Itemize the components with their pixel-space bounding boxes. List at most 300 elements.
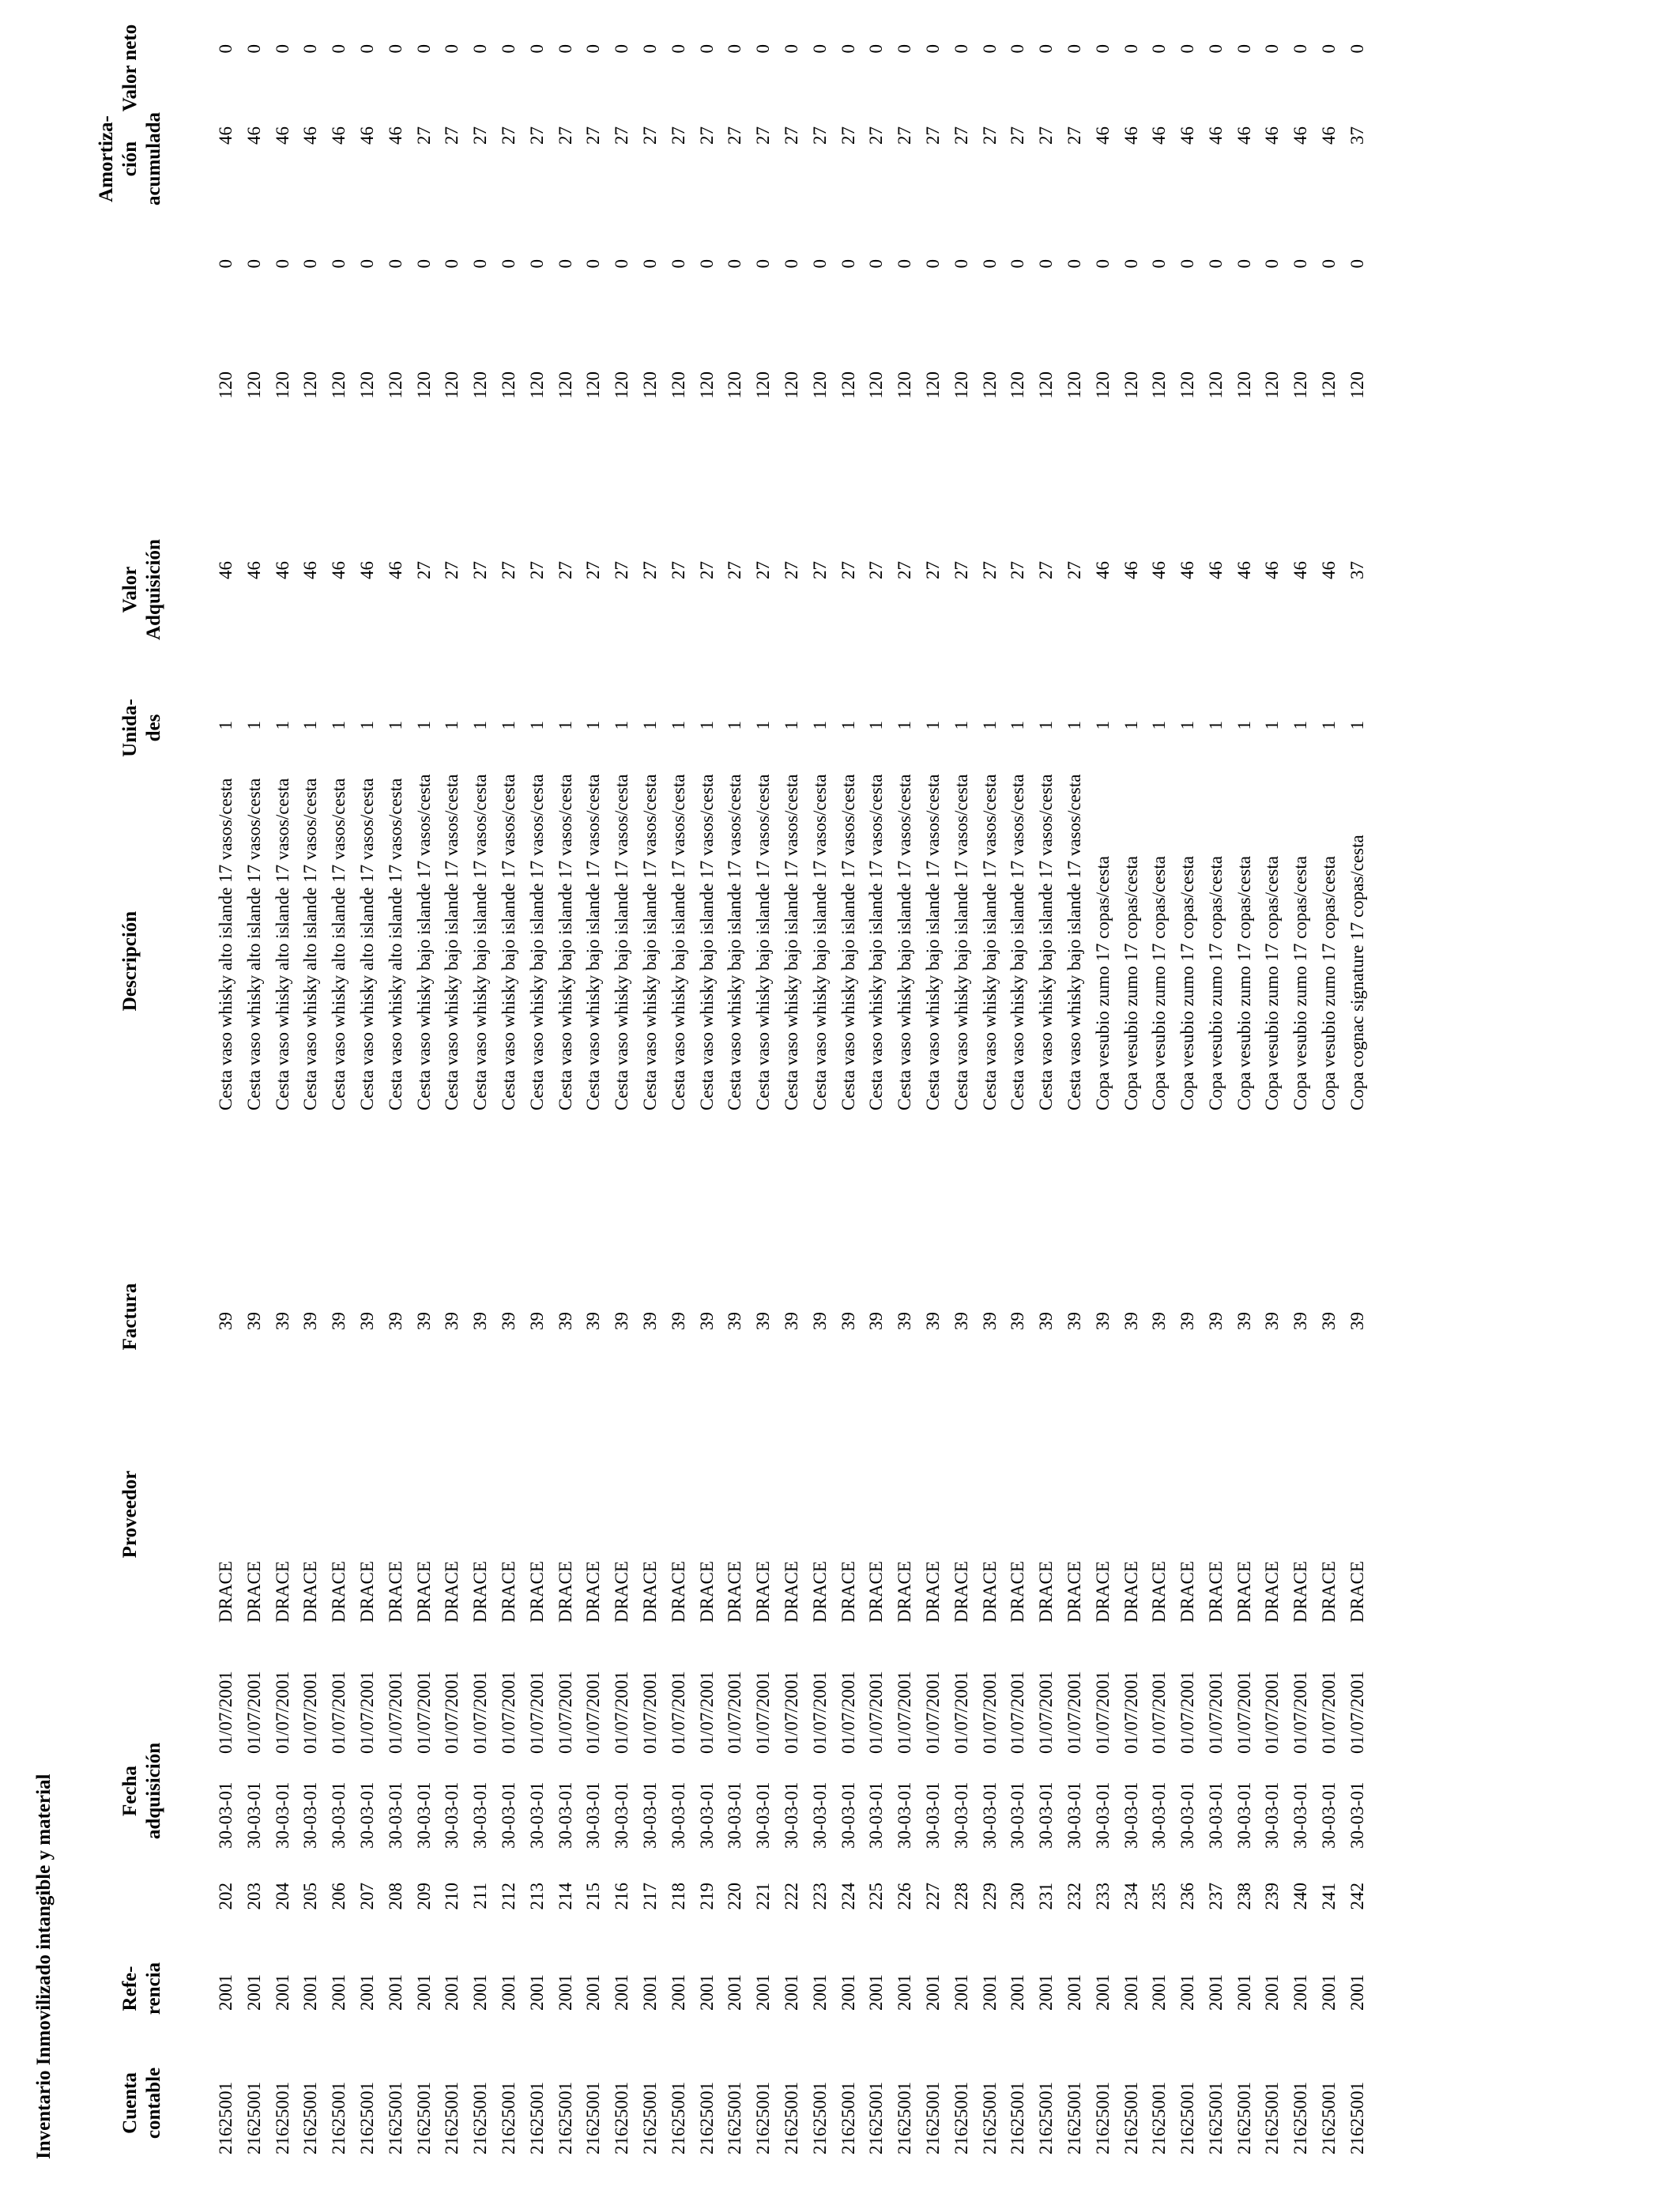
cell-fecha: 30-03-01 [725, 1781, 745, 1849]
cell-valor-neto: 0 [413, 44, 434, 54]
cell-proveedor: DRACE [895, 1561, 915, 1623]
cell-amortizacion-acumulada: 27 [526, 126, 547, 145]
cell-fecha-adquisicion: 01/07/2001 [639, 1671, 660, 1754]
cell-amortizacion-ejercicio: 0 [1319, 259, 1339, 269]
cell-fecha: 30-03-01 [1319, 1781, 1339, 1849]
table-row [579, 0, 608, 2194]
cell-cuenta-contable: 21625001 [329, 2082, 349, 2154]
cell-valor-adquisicion: 37 [1347, 561, 1367, 579]
cell-referencia: 2001 [753, 1974, 774, 2011]
cell-unidades: 1 [526, 721, 547, 730]
cell-referencia: 2001 [1234, 1974, 1254, 2011]
cell-proveedor: DRACE [1149, 1561, 1170, 1623]
cell-vida-util: 120 [442, 371, 462, 399]
cell-referencia: 2001 [470, 1974, 491, 2011]
cell-vida-util: 120 [216, 371, 235, 399]
cell-referencia: 2001 [526, 1974, 547, 2011]
cell-fecha-adquisicion: 01/07/2001 [470, 1671, 491, 1754]
cell-proveedor: DRACE [922, 1561, 943, 1623]
cell-unidades: 1 [243, 721, 264, 730]
cell-valor-neto: 0 [922, 44, 943, 54]
cell-factura: 39 [639, 1312, 660, 1330]
cell-amortizacion-acumulada: 27 [979, 126, 1000, 145]
cell-factura: 39 [809, 1312, 830, 1330]
cell-unidades: 1 [639, 721, 660, 730]
cell-referencia-numero: 229 [979, 1883, 1000, 1910]
cell-fecha-adquisicion: 01/07/2001 [1177, 1671, 1198, 1754]
cell-referencia: 2001 [1064, 1974, 1084, 2011]
table-row [806, 0, 834, 2194]
cell-proveedor: DRACE [555, 1561, 575, 1623]
cell-descripcion: Cesta vaso whisky bajo islande 17 vasos/cesta [753, 774, 774, 1110]
table-row [1286, 0, 1315, 2194]
cell-fecha: 30-03-01 [1149, 1781, 1170, 1849]
cell-referencia: 2001 [555, 1974, 575, 2011]
cell-descripcion: Copa vesubio zumo 17 copas/cesta [1319, 856, 1339, 1110]
cell-amortizacion-acumulada: 27 [442, 126, 462, 145]
cell-valor-neto: 0 [272, 44, 292, 54]
cell-descripcion: Cesta vaso whisky alto islande 17 vasos/cesta [329, 778, 349, 1110]
cell-descripcion: Cesta vaso whisky bajo islande 17 vasos/cesta [866, 774, 887, 1110]
cell-descripcion: Cesta vaso whisky alto islande 17 vasos/cesta [216, 778, 235, 1110]
cell-valor-neto: 0 [895, 44, 915, 54]
cell-proveedor: DRACE [385, 1561, 405, 1623]
cell-valor-neto: 0 [583, 44, 604, 54]
cell-proveedor: DRACE [639, 1561, 660, 1623]
cell-cuenta-contable: 21625001 [753, 2082, 774, 2154]
cell-fecha-adquisicion: 01/07/2001 [725, 1671, 745, 1754]
cell-valor-neto: 0 [470, 44, 491, 54]
cell-referencia: 2001 [1290, 1974, 1311, 2011]
cell-valor-adquisicion: 27 [639, 561, 660, 579]
cell-fecha: 30-03-01 [1008, 1781, 1028, 1849]
cell-cuenta-contable: 21625001 [1036, 2082, 1057, 2154]
cell-amortizacion-ejercicio: 0 [922, 259, 943, 269]
cell-fecha: 30-03-01 [979, 1781, 1000, 1849]
cell-valor-adquisicion: 46 [300, 561, 321, 579]
cell-vida-util: 120 [555, 371, 575, 399]
cell-unidades: 1 [1149, 721, 1170, 730]
cell-amortizacion-acumulada: 27 [895, 126, 915, 145]
cell-amortizacion-ejercicio: 0 [1234, 259, 1254, 269]
cell-vida-util: 120 [1092, 371, 1113, 399]
cell-referencia-numero: 218 [668, 1883, 688, 1910]
cell-proveedor: DRACE [1008, 1561, 1028, 1623]
cell-valor-neto: 0 [1319, 44, 1339, 54]
cell-referencia: 2001 [809, 1974, 830, 2011]
cell-fecha: 30-03-01 [1121, 1781, 1141, 1849]
cell-referencia-numero: 227 [922, 1883, 943, 1910]
cell-valor-adquisicion: 46 [356, 561, 377, 579]
cell-amortizacion-ejercicio: 0 [668, 259, 688, 269]
cell-valor-neto: 0 [612, 44, 632, 54]
cell-vida-util: 120 [1234, 371, 1254, 399]
cell-valor-neto: 0 [1290, 44, 1311, 54]
cell-referencia-numero: 219 [696, 1883, 717, 1910]
cell-vida-util: 120 [526, 371, 547, 399]
cell-referencia-numero: 224 [838, 1883, 858, 1910]
cell-descripcion: Cesta vaso whisky bajo islande 17 vasos/cesta [979, 774, 1000, 1110]
table-row [1173, 0, 1202, 2194]
cell-unidades: 1 [1234, 721, 1254, 730]
cell-referencia-numero: 204 [272, 1883, 292, 1910]
cell-fecha-adquisicion: 01/07/2001 [216, 1671, 235, 1754]
cell-amortizacion-acumulada: 27 [696, 126, 717, 145]
cell-valor-adquisicion: 46 [1234, 561, 1254, 579]
cell-fecha: 30-03-01 [753, 1781, 774, 1849]
cell-factura: 39 [1036, 1312, 1057, 1330]
cell-amortizacion-ejercicio: 0 [1008, 259, 1028, 269]
cell-cuenta-contable: 21625001 [1177, 2082, 1198, 2154]
cell-vida-util: 120 [753, 371, 774, 399]
cell-referencia: 2001 [243, 1974, 264, 2011]
cell-factura: 39 [413, 1312, 434, 1330]
cell-fecha: 30-03-01 [413, 1781, 434, 1849]
cell-valor-neto: 0 [1347, 44, 1367, 54]
cell-amortizacion-acumulada: 27 [413, 126, 434, 145]
cell-amortizacion-acumulada: 46 [1290, 126, 1311, 145]
cell-referencia-numero: 210 [442, 1883, 462, 1910]
cell-amortizacion-ejercicio: 0 [1347, 259, 1367, 269]
cell-descripcion: Cesta vaso whisky bajo islande 17 vasos/cesta [1036, 774, 1057, 1110]
cell-referencia: 2001 [442, 1974, 462, 2011]
cell-cuenta-contable: 21625001 [300, 2082, 321, 2154]
cell-fecha: 30-03-01 [951, 1781, 971, 1849]
cell-referencia-numero: 232 [1064, 1883, 1084, 1910]
cell-cuenta-contable: 21625001 [413, 2082, 434, 2154]
header-valor-adquisicion: Valor Adquisición [119, 539, 164, 640]
cell-valor-adquisicion: 27 [809, 561, 830, 579]
cell-amortizacion-ejercicio: 0 [1121, 259, 1141, 269]
cell-factura: 39 [612, 1312, 632, 1330]
table-row [1230, 0, 1259, 2194]
cell-vida-util: 120 [470, 371, 491, 399]
cell-referencia: 2001 [1036, 1974, 1057, 2011]
cell-valor-neto: 0 [838, 44, 858, 54]
cell-valor-adquisicion: 27 [668, 561, 688, 579]
cell-fecha: 30-03-01 [442, 1781, 462, 1849]
cell-vida-util: 120 [1121, 371, 1141, 399]
cell-valor-adquisicion: 27 [555, 561, 575, 579]
cell-valor-neto: 0 [866, 44, 887, 54]
cell-amortizacion-ejercicio: 0 [1149, 259, 1170, 269]
cell-unidades: 1 [612, 721, 632, 730]
cell-proveedor: DRACE [329, 1561, 349, 1623]
cell-factura: 39 [668, 1312, 688, 1330]
cell-amortizacion-acumulada: 27 [555, 126, 575, 145]
cell-unidades: 1 [555, 721, 575, 730]
table-row [862, 0, 891, 2194]
cell-vida-util: 120 [1290, 371, 1311, 399]
cell-vida-util: 120 [696, 371, 717, 399]
cell-valor-neto: 0 [979, 44, 1000, 54]
cell-valor-neto: 0 [668, 44, 688, 54]
table-row [636, 0, 665, 2194]
cell-unidades: 1 [1177, 721, 1198, 730]
table-row [947, 0, 976, 2194]
cell-vida-util: 120 [356, 371, 377, 399]
cell-valor-adquisicion: 27 [922, 561, 943, 579]
cell-referencia-numero: 226 [895, 1883, 915, 1910]
cell-descripcion: Cesta vaso whisky bajo islande 17 vasos/cesta [639, 774, 660, 1110]
cell-amortizacion-acumulada: 27 [470, 126, 491, 145]
cell-unidades: 1 [725, 721, 745, 730]
cell-amortizacion-ejercicio: 0 [612, 259, 632, 269]
cell-amortizacion-acumulada: 46 [300, 126, 321, 145]
cell-factura: 39 [1319, 1312, 1339, 1330]
cell-valor-neto: 0 [555, 44, 575, 54]
cell-cuenta-contable: 21625001 [866, 2082, 887, 2154]
cell-valor-adquisicion: 27 [470, 561, 491, 579]
cell-valor-neto: 0 [442, 44, 462, 54]
cell-referencia-numero: 231 [1036, 1883, 1057, 1910]
table-row [212, 0, 240, 2194]
table-row [976, 0, 1004, 2194]
cell-proveedor: DRACE [725, 1561, 745, 1623]
cell-referencia: 2001 [329, 1974, 349, 2011]
cell-valor-adquisicion: 46 [329, 561, 349, 579]
cell-cuenta-contable: 21625001 [696, 2082, 717, 2154]
cell-factura: 39 [1262, 1312, 1283, 1330]
cell-fecha: 30-03-01 [612, 1781, 632, 1849]
table-row [1117, 0, 1146, 2194]
cell-vida-util: 120 [866, 371, 887, 399]
cell-referencia: 2001 [1121, 1974, 1141, 2011]
cell-descripcion: Cesta vaso whisky bajo islande 17 vasos/cesta [951, 774, 971, 1110]
cell-proveedor: DRACE [526, 1561, 547, 1623]
cell-unidades: 1 [498, 721, 518, 730]
cell-valor-adquisicion: 46 [385, 561, 405, 579]
cell-fecha-adquisicion: 01/07/2001 [1149, 1671, 1170, 1754]
cell-referencia-numero: 215 [583, 1883, 604, 1910]
cell-valor-neto: 0 [300, 44, 321, 54]
cell-cuenta-contable: 21625001 [216, 2082, 235, 2154]
cell-proveedor: DRACE [1121, 1561, 1141, 1623]
cell-factura: 39 [838, 1312, 858, 1330]
cell-amortizacion-acumulada: 27 [951, 126, 971, 145]
cell-vida-util: 120 [1149, 371, 1170, 399]
cell-unidades: 1 [356, 721, 377, 730]
cell-referencia: 2001 [612, 1974, 632, 2011]
cell-descripcion: Copa vesubio zumo 17 copas/cesta [1121, 856, 1141, 1110]
cell-descripcion: Cesta vaso whisky bajo islande 17 vasos/cesta [498, 774, 518, 1110]
cell-factura: 39 [1008, 1312, 1028, 1330]
cell-referencia: 2001 [1347, 1974, 1367, 2011]
cell-amortizacion-ejercicio: 0 [639, 259, 660, 269]
cell-valor-adquisicion: 46 [243, 561, 264, 579]
table-row [466, 0, 495, 2194]
cell-amortizacion-acumulada: 46 [329, 126, 349, 145]
cell-fecha: 30-03-01 [1177, 1781, 1198, 1849]
cell-referencia: 2001 [385, 1974, 405, 2011]
cell-vida-util: 120 [243, 371, 264, 399]
cell-referencia-numero: 202 [216, 1883, 235, 1910]
cell-vida-util: 120 [498, 371, 518, 399]
cell-cuenta-contable: 21625001 [498, 2082, 518, 2154]
cell-valor-neto: 0 [1008, 44, 1028, 54]
table-row [1032, 0, 1060, 2194]
table-row [325, 0, 353, 2194]
cell-fecha-adquisicion: 01/07/2001 [866, 1671, 887, 1754]
cell-referencia: 2001 [272, 1974, 292, 2011]
cell-amortizacion-acumulada: 27 [725, 126, 745, 145]
cell-vida-util: 120 [1036, 371, 1057, 399]
cell-valor-adquisicion: 27 [951, 561, 971, 579]
cell-factura: 39 [555, 1312, 575, 1330]
cell-factura: 39 [442, 1312, 462, 1330]
cell-referencia-numero: 222 [781, 1883, 801, 1910]
table-row [721, 0, 749, 2194]
cell-amortizacion-ejercicio: 0 [526, 259, 547, 269]
cell-unidades: 1 [272, 721, 292, 730]
cell-cuenta-contable: 21625001 [668, 2082, 688, 2154]
cell-valor-neto: 0 [1121, 44, 1141, 54]
cell-amortizacion-acumulada: 46 [356, 126, 377, 145]
cell-descripcion: Copa cognac signature 17 copas/cesta [1347, 835, 1367, 1110]
cell-factura: 39 [895, 1312, 915, 1330]
page-title: Inventario Inmovilizado intangible y material [33, 1774, 55, 2159]
table-row [1202, 0, 1230, 2194]
cell-referencia-numero: 208 [385, 1883, 405, 1910]
cell-unidades: 1 [1347, 721, 1367, 730]
cell-vida-util: 120 [329, 371, 349, 399]
cell-proveedor: DRACE [781, 1561, 801, 1623]
cell-descripcion: Cesta vaso whisky alto islande 17 vasos/cesta [356, 778, 377, 1110]
cell-valor-neto: 0 [1234, 44, 1254, 54]
cell-fecha-adquisicion: 01/07/2001 [668, 1671, 688, 1754]
table-row [1343, 0, 1372, 2194]
cell-fecha-adquisicion: 01/07/2001 [442, 1671, 462, 1754]
cell-descripcion: Cesta vaso whisky bajo islande 17 vasos/cesta [725, 774, 745, 1110]
cell-proveedor: DRACE [498, 1561, 518, 1623]
cell-valor-adquisicion: 27 [781, 561, 801, 579]
cell-amortizacion-ejercicio: 0 [1290, 259, 1311, 269]
cell-unidades: 1 [442, 721, 462, 730]
cell-valor-neto: 0 [356, 44, 377, 54]
cell-proveedor: DRACE [809, 1561, 830, 1623]
cell-referencia-numero: 242 [1347, 1883, 1367, 1910]
cell-unidades: 1 [300, 721, 321, 730]
cell-descripcion: Cesta vaso whisky bajo islande 17 vasos/cesta [838, 774, 858, 1110]
cell-amortizacion-ejercicio: 0 [753, 259, 774, 269]
table-row [552, 0, 580, 2194]
cell-referencia: 2001 [838, 1974, 858, 2011]
cell-fecha-adquisicion: 01/07/2001 [753, 1671, 774, 1754]
cell-cuenta-contable: 21625001 [1290, 2082, 1311, 2154]
cell-referencia-numero: 216 [612, 1883, 632, 1910]
cell-proveedor: DRACE [866, 1561, 887, 1623]
cell-unidades: 1 [413, 721, 434, 730]
cell-fecha-adquisicion: 01/07/2001 [1036, 1671, 1057, 1754]
cell-amortizacion-ejercicio: 0 [243, 259, 264, 269]
cell-amortizacion-ejercicio: 0 [1064, 259, 1084, 269]
cell-factura: 39 [753, 1312, 774, 1330]
cell-factura: 39 [696, 1312, 717, 1330]
cell-proveedor: DRACE [838, 1561, 858, 1623]
cell-unidades: 1 [470, 721, 491, 730]
cell-unidades: 1 [1092, 721, 1113, 730]
cell-fecha: 30-03-01 [1290, 1781, 1311, 1849]
cell-fecha: 30-03-01 [866, 1781, 887, 1849]
cell-referencia: 2001 [781, 1974, 801, 2011]
cell-valor-neto: 0 [951, 44, 971, 54]
cell-fecha-adquisicion: 01/07/2001 [1347, 1671, 1367, 1754]
table-row [919, 0, 947, 2194]
cell-referencia-numero: 235 [1149, 1883, 1170, 1910]
cell-valor-adquisicion: 46 [1121, 561, 1141, 579]
cell-proveedor: DRACE [1234, 1561, 1254, 1623]
cell-referencia-numero: 211 [470, 1883, 491, 1909]
cell-cuenta-contable: 21625001 [526, 2082, 547, 2154]
table-row [1060, 0, 1089, 2194]
header-descripcion: Descripción [119, 910, 141, 1012]
cell-cuenta-contable: 21625001 [1205, 2082, 1226, 2154]
cell-fecha: 30-03-01 [781, 1781, 801, 1849]
cell-valor-adquisicion: 46 [1205, 561, 1226, 579]
cell-factura: 39 [1205, 1312, 1226, 1330]
cell-valor-adquisicion: 27 [838, 561, 858, 579]
cell-unidades: 1 [583, 721, 604, 730]
cell-fecha-adquisicion: 01/07/2001 [696, 1671, 717, 1754]
cell-fecha-adquisicion: 01/07/2001 [895, 1671, 915, 1754]
cell-fecha: 30-03-01 [526, 1781, 547, 1849]
cell-amortizacion-ejercicio: 0 [725, 259, 745, 269]
cell-referencia: 2001 [1177, 1974, 1198, 2011]
cell-proveedor: DRACE [1177, 1561, 1198, 1623]
cell-proveedor: DRACE [1205, 1561, 1226, 1623]
cell-cuenta-contable: 21625001 [838, 2082, 858, 2154]
cell-fecha-adquisicion: 01/07/2001 [385, 1671, 405, 1754]
cell-referencia: 2001 [979, 1974, 1000, 2011]
cell-vida-util: 120 [979, 371, 1000, 399]
cell-referencia: 2001 [895, 1974, 915, 2011]
cell-valor-adquisicion: 46 [1319, 561, 1339, 579]
cell-unidades: 1 [951, 721, 971, 730]
cell-fecha-adquisicion: 01/07/2001 [922, 1671, 943, 1754]
cell-fecha: 30-03-01 [895, 1781, 915, 1849]
cell-fecha: 30-03-01 [922, 1781, 943, 1849]
cell-referencia-numero: 230 [1008, 1883, 1028, 1910]
cell-fecha: 30-03-01 [216, 1781, 235, 1849]
cell-fecha-adquisicion: 01/07/2001 [838, 1671, 858, 1754]
cell-descripcion: Cesta vaso whisky alto islande 17 vasos/cesta [385, 778, 405, 1110]
cell-referencia-numero: 239 [1262, 1883, 1283, 1910]
cell-amortizacion-ejercicio: 0 [413, 259, 434, 269]
table-row [495, 0, 523, 2194]
cell-descripcion: Cesta vaso whisky bajo islande 17 vasos/cesta [612, 774, 632, 1110]
cell-cuenta-contable: 21625001 [781, 2082, 801, 2154]
cell-referencia-numero: 214 [555, 1883, 575, 1910]
cell-proveedor: DRACE [951, 1561, 971, 1623]
cell-proveedor: DRACE [356, 1561, 377, 1623]
cell-amortizacion-ejercicio: 0 [272, 259, 292, 269]
cell-amortizacion-ejercicio: 0 [329, 259, 349, 269]
cell-proveedor: DRACE [243, 1561, 264, 1623]
cell-valor-adquisicion: 46 [272, 561, 292, 579]
cell-factura: 39 [526, 1312, 547, 1330]
cell-factura: 39 [1121, 1312, 1141, 1330]
cell-vida-util: 120 [895, 371, 915, 399]
cell-referencia-numero: 205 [300, 1883, 321, 1910]
cell-fecha: 30-03-01 [809, 1781, 830, 1849]
cell-proveedor: DRACE [470, 1561, 491, 1623]
cell-unidades: 1 [809, 721, 830, 730]
cell-proveedor: DRACE [583, 1561, 604, 1623]
cell-cuenta-contable: 21625001 [385, 2082, 405, 2154]
cell-referencia: 2001 [300, 1974, 321, 2011]
cell-vida-util: 120 [300, 371, 321, 399]
cell-factura: 39 [1177, 1312, 1198, 1330]
